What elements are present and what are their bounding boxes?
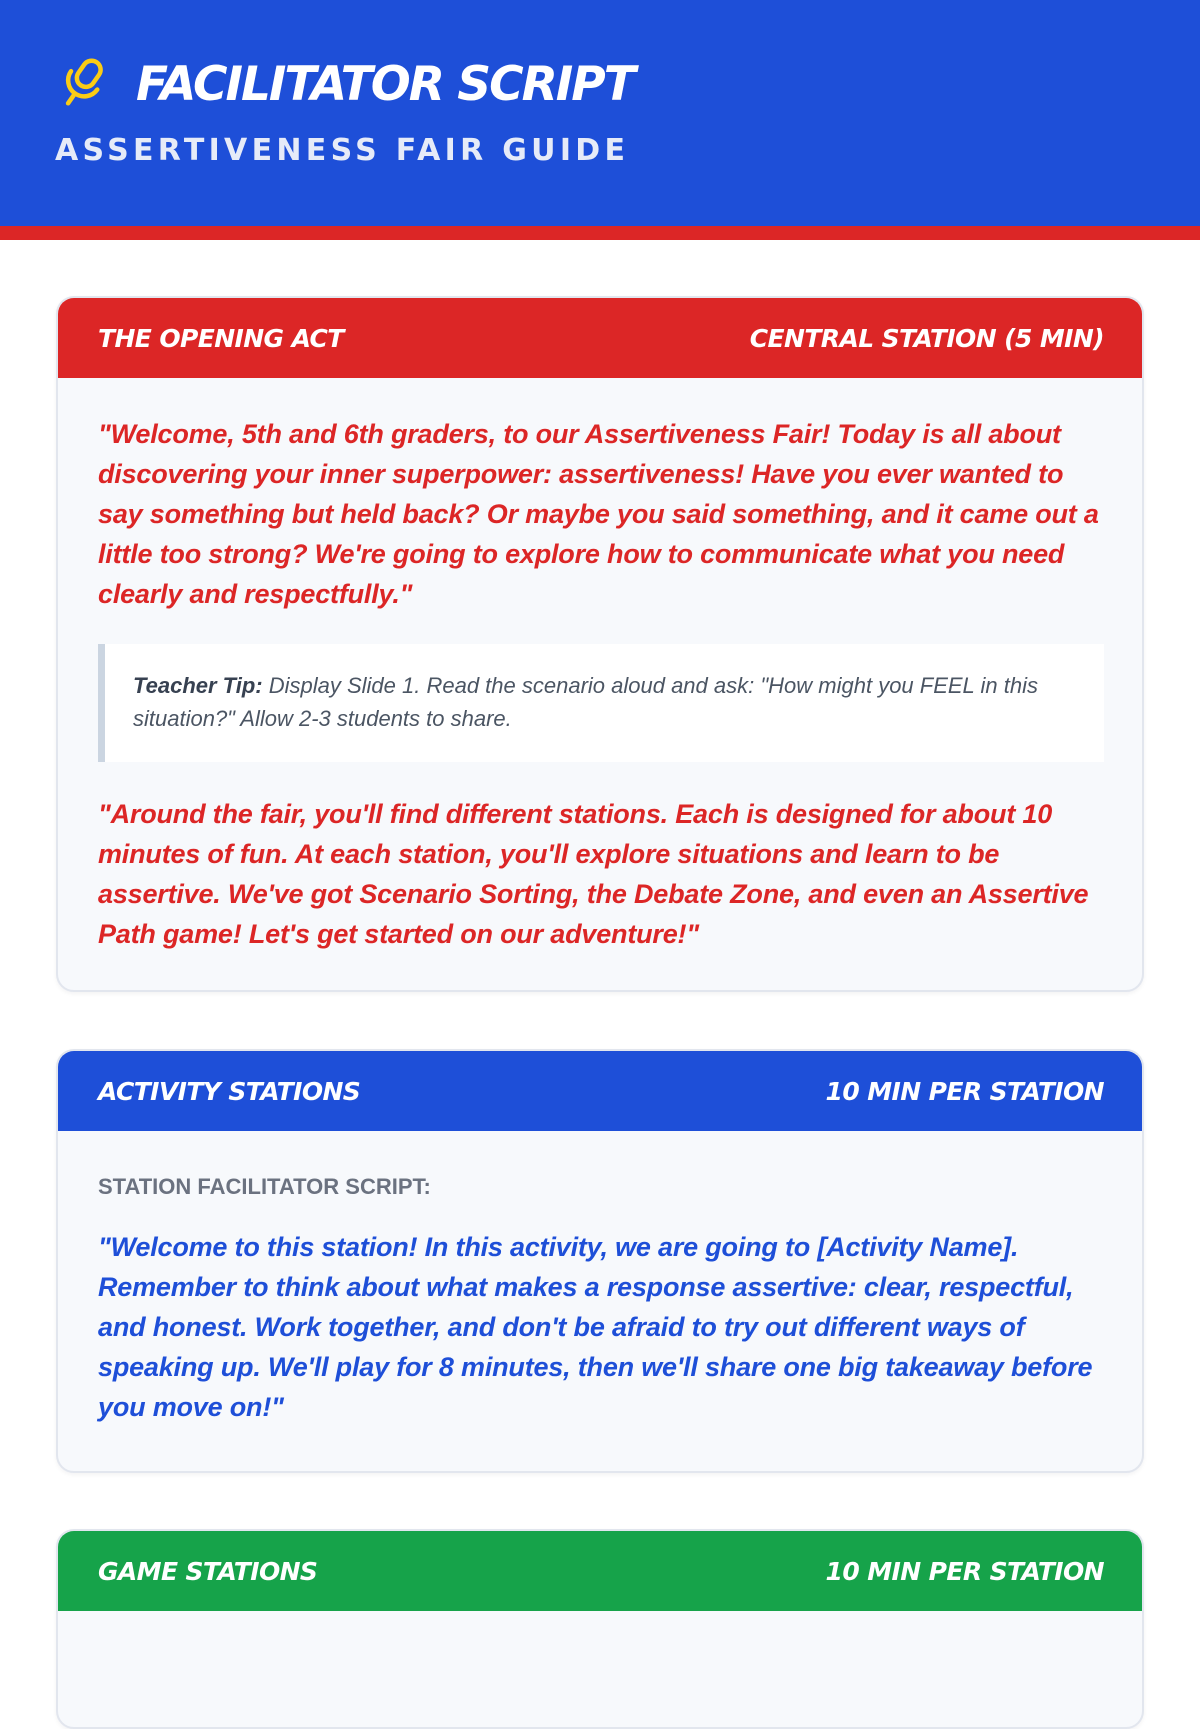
opening-act-header	[58, 298, 1142, 378]
station-script-quote: "Welcome to this station! In this activity, we are going to [Activity Name]. Remember to think about what makes a response assertive: clear, respectful, and honest. Work together, and don't be afraid to try out different ways of speaking up. We'll play for 8 minutes, then we'll share one big takeaway before you move on!"	[98, 1232, 1093, 1422]
teacher-tip-label: Teacher Tip:	[133, 673, 263, 698]
teacher-tip-text: Display Slide 1. Read the scenario aloud and ask: "How might you FEEL in this situation?" Allow 2-3 students to share.	[133, 673, 1038, 731]
game-stations-header	[58, 1531, 1142, 1611]
opening-act-card	[56, 296, 1144, 992]
welcome-script-quote: "Welcome, 5th and 6th graders, to our Assertiveness Fair! Today is all about discovering your inner superpower: assertiveness! Have you ever wanted to say something but held back? Or maybe you said something, and it came out a little too strong? We're going to explore how to communicate what you need clearly and respectfully."	[98, 419, 1099, 609]
stations-intro-quote: "Around the fair, you'll find different stations. Each is designed for about 10 minutes of fun. At each station, you'll explore situations and learn to be assertive. We've got Scenario Sorting, the Debate Zone, and even an Assertive Path game! Let's get started on our adventure!"	[98, 799, 1089, 949]
station-script-label: STATION FACILITATOR SCRIPT:	[98, 1174, 431, 1199]
section-duration: 10 MIN PER STATION	[825, 1556, 1104, 1586]
activity-stations-header	[58, 1051, 1142, 1131]
microphone-icon	[58, 56, 108, 114]
section-title: GAME STATIONS	[98, 1556, 318, 1586]
section-title: THE OPENING ACT	[98, 323, 344, 353]
teacher-tip-callout	[98, 644, 1104, 762]
game-stations-card	[56, 1529, 1144, 1729]
activity-stations-body	[58, 1131, 1142, 1427]
section-duration: 10 MIN PER STATION	[825, 1076, 1104, 1106]
opening-act-body	[58, 378, 1142, 954]
header-accent-stripe	[0, 226, 1200, 240]
page-title: FACILITATOR SCRIPT	[136, 57, 634, 112]
section-title: ACTIVITY STATIONS	[98, 1076, 361, 1106]
activity-stations-card	[56, 1049, 1144, 1473]
section-duration: CENTRAL STATION (5 MIN)	[749, 323, 1104, 353]
page-subtitle: ASSERTIVENESS FAIR GUIDE	[55, 133, 630, 168]
